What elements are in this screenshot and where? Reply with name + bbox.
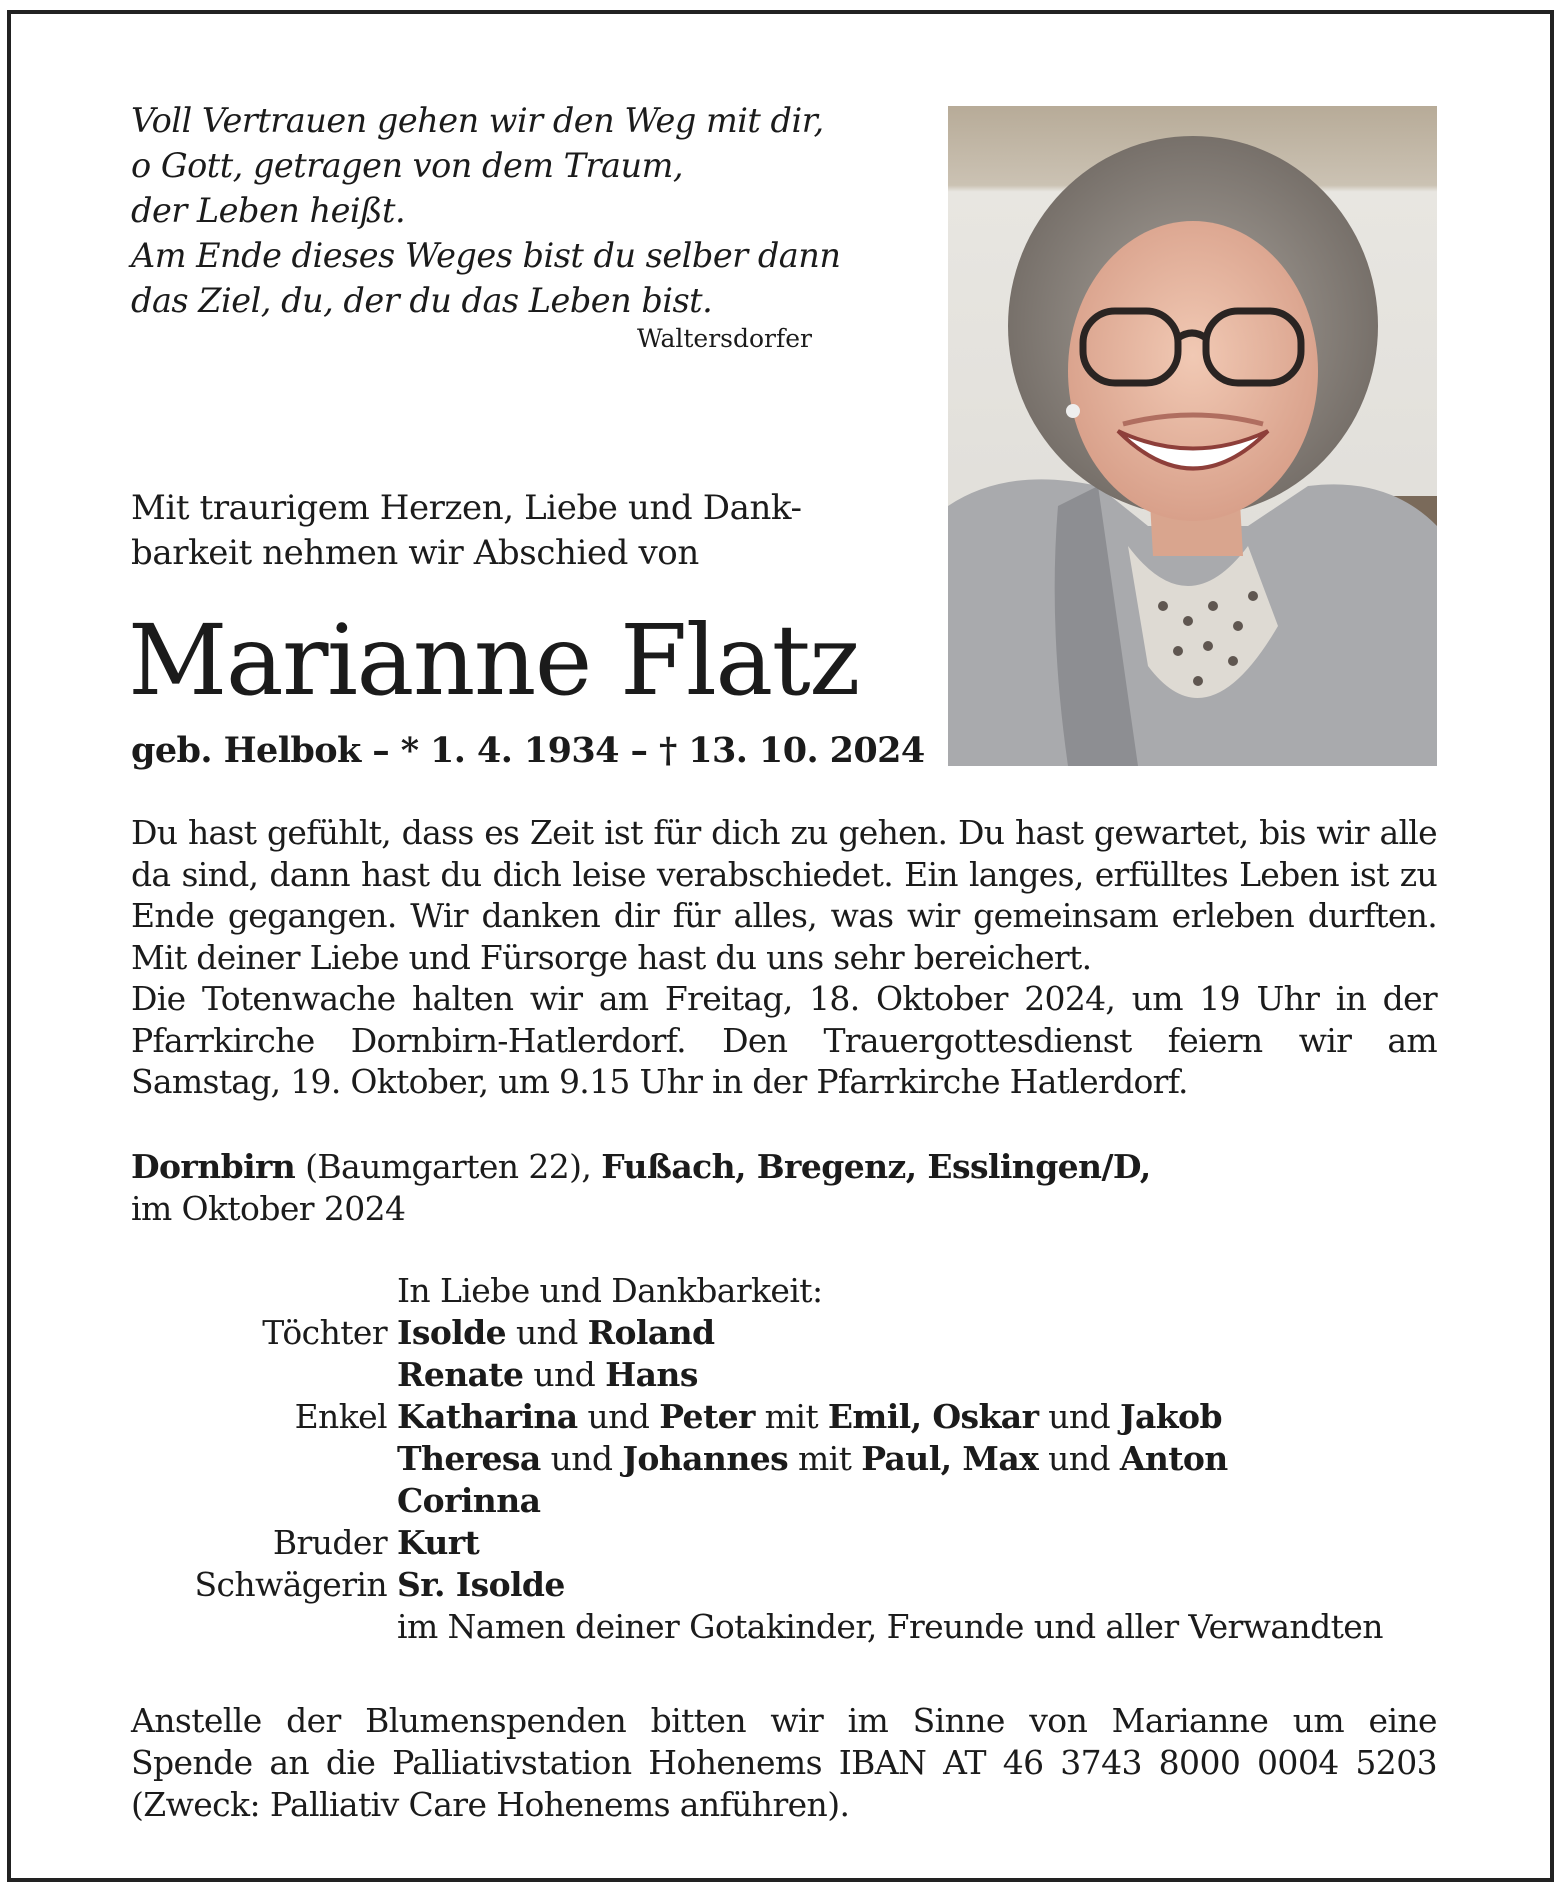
conjunction: und [515,1313,578,1352]
name: Hans [605,1355,698,1394]
portrait-illustration [948,106,1437,766]
poem-author: Waltersdorfer [636,324,812,353]
name: Kurt [397,1523,480,1562]
role-label: Bruder [272,1523,387,1562]
family-row [131,1606,1437,1648]
name: Theresa [397,1439,541,1478]
places-block [131,1146,1437,1230]
message-paragraph: Du hast gefühlt, dass es Zeit ist für dich zu gehen. Du hast gewartet, bis wir alle da sind, dann hast du dich leise verabschiedet. Ein langes, erfülltes Leben ist zu Ende gegangen. Wir danken dir für alles, was wir gemeinsam erleben durften. Mit deiner Liebe und Fürsorge hast du uns sehr bereichert. [131,813,1437,977]
role-label [131,1606,397,1648]
role-label [131,1438,397,1480]
conjunction: und [533,1355,596,1394]
poem-line: Am Ende dieses Weges bist du selber dann [131,236,841,275]
name: Sr. Isolde [397,1565,565,1604]
place-city: Dornbirn [131,1147,296,1186]
conjunction: und [1048,1397,1111,1436]
family-row [131,1312,1437,1354]
places-line [131,1146,1437,1188]
name: Renate [397,1355,524,1394]
name: Emil, Oskar [827,1397,1039,1436]
role-label [131,1480,397,1522]
name: Anton [1119,1439,1228,1478]
names [397,1354,1437,1396]
family-row [131,1354,1437,1396]
role-label: Enkel [294,1397,387,1436]
names [397,1564,1437,1606]
names [397,1522,1437,1564]
role-label [131,1354,397,1396]
place-others: Fußach, Bregenz, Esslingen/D, [601,1147,1151,1186]
intro-text [131,486,831,576]
donation-line: Spende an die Palliativstation Hohenems IBAN AT 46 3743 8000 0004 5203 [131,1743,1437,1782]
name: Peter [659,1397,755,1436]
name: Roland [587,1313,715,1352]
message-text [131,812,1437,1103]
poem-line: der Leben heißt. [131,191,406,230]
conjunction: und [550,1439,613,1478]
life-dates: geb. Helbok – * 1. 4. 1934 – † 13. 10. 2024 [131,730,925,771]
donation-line: (Zweck: Palliativ Care Hohenems anführen). [131,1785,850,1824]
role-label: Schwägerin [194,1565,387,1604]
donation-text [131,1700,1437,1826]
poem-line: das Ziel, du, der du das Leben bist. [131,281,713,320]
name: Jakob [1119,1397,1222,1436]
name: Katharina [397,1397,578,1436]
poem-line: o Gott, getragen von dem Traum, [131,146,684,185]
name: Johannes [622,1439,789,1478]
name: Paul, Max [861,1439,1039,1478]
conjunction: mit [797,1439,852,1478]
family-row [131,1564,1437,1606]
poem [131,98,841,323]
family-row [131,1480,1437,1522]
places-date: im Oktober 2024 [131,1189,406,1228]
intro-line: barkeit nehmen wir Abschied von [131,533,699,573]
conjunction: und [587,1397,650,1436]
family-row [131,1438,1437,1480]
names [397,1438,1437,1480]
message-paragraph: Die Totenwache halten wir am Freitag, 18. Oktober 2024, um 19 Uhr in der Pfarrkirche Dornbirn-Hatlerdorf. Den Trauergottesdienst feiern wir am Samstag, 19. Oktober, um 9.15 Uhr in der Pfarrkirche Hatlerdorf. [131,979,1437,1101]
family-closing: im Namen deiner Gotakinder, Freunde und aller Verwandten [397,1607,1383,1646]
conjunction: mit [764,1397,818,1436]
family-row [131,1522,1437,1564]
name: Isolde [397,1313,507,1352]
role-label: Töchter [262,1313,387,1352]
place-address: (Baumgarten 22), [305,1147,592,1186]
family-block [131,1270,1437,1648]
name: Corinna [397,1481,541,1520]
family-heading: In Liebe und Dankbarkeit: [397,1271,823,1310]
poem-line: Voll Vertrauen gehen wir den Weg mit dir, [131,101,824,140]
family-row [131,1396,1437,1438]
portrait-photo [948,106,1437,766]
conjunction: und [1048,1439,1110,1478]
names [397,1396,1437,1438]
donation-line: Anstelle der Blumenspenden bitten wir im Sinne von Marianne um eine [131,1701,1437,1740]
intro-line: Mit traurigem Herzen, Liebe und Dank- [131,488,802,528]
deceased-name: Marianne Flatz [128,604,859,717]
names [397,1312,1437,1354]
names [397,1480,1437,1522]
